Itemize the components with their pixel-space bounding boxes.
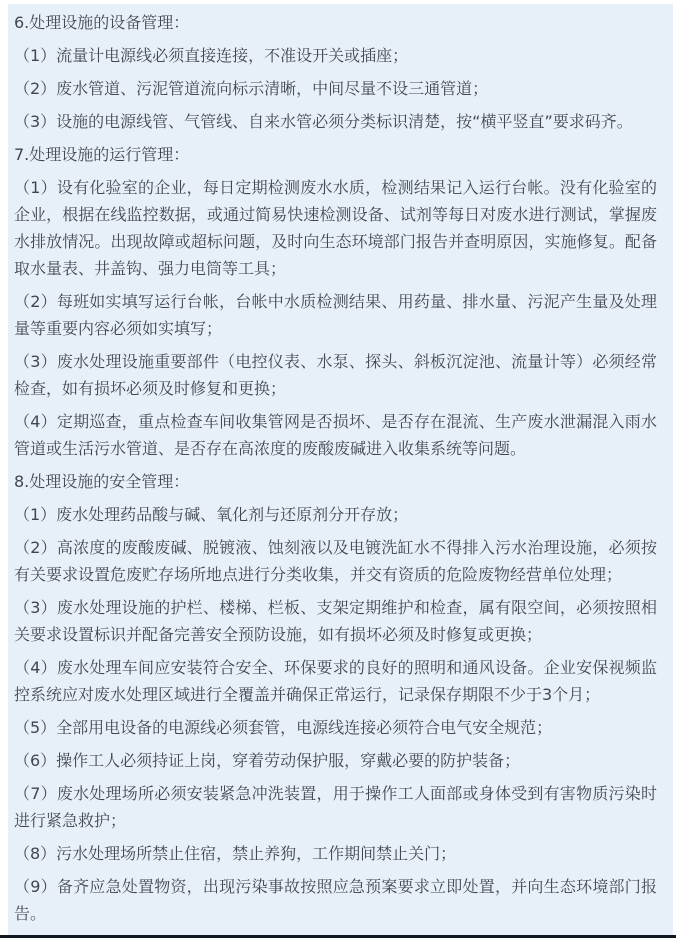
list-item: （2）高浓度的废酸废碱、脱镀液、蚀刻液以及电镀洗缸水不得排入污水治理设施，必须按有关要求设置危废贮存场所地点进行分类收集，并交有资质的危险废物经营单位处理； (14, 538, 657, 584)
section-operation-management (14, 141, 657, 462)
document-content (8, 4, 673, 935)
list-item: （7）废水处理场所必须安装紧急冲洗装置，用于操作工人面部或身体受到有害物质污染时进行紧急救护； (14, 784, 657, 830)
list-item: （5）全部用电设备的电源线必须套管，电源线连接必须符合电气安全规范； (14, 718, 553, 737)
list-item: （2）废水管道、污泥管道流向标示清晰，中间尽量不设三通管道； (14, 79, 489, 98)
section-heading: 8.处理设施的安全管理： (14, 472, 190, 491)
list-item: （1）流量计电源线必须直接连接，不准设开关或插座； (14, 46, 409, 65)
list-item: （3）废水处理设施的护栏、楼梯、栏板、支架定期维护和检查，属有限空间，必须按照相关要求设置标识并配备完善安全预防设施，如有损坏必须及时修复或更换； (14, 598, 657, 644)
list-item: （8）污水处理场所禁止住宿，禁止养狗，工作期间禁止关门； (14, 844, 457, 863)
section-heading: 6.处理设施的设备管理： (14, 13, 190, 32)
list-item: （4）废水处理车间应安装符合安全、环保要求的良好的照明和通风设备。企业安保视频监控系统应对废水处理区域进行全覆盖并确保正常运行，记录保存期限不少于3个月； (14, 658, 657, 704)
list-item: （3）废水处理设施重要部件（电控仪表、水泵、探头、斜板沉淀池、流量计等）必须经常检查，如有损坏必须及时修复和更换； (14, 352, 657, 398)
list-item: （4）定期巡查，重点检查车间收集管网是否损坏、是否存在混流、生产废水泄漏混入雨水管道或生活污水管道、是否存在高浓度的废酸废碱进入收集系统等问题。 (14, 412, 657, 458)
list-item: （2）每班如实填写运行台帐，台帐中水质检测结果、用药量、排水量、污泥产生量及处理量等重要内容必须如实填写； (14, 292, 657, 338)
section-equipment-management (14, 9, 657, 135)
bottom-border-rule (0, 935, 676, 938)
list-item: （6）操作工人必须持证上岗，穿着劳动保护服，穿戴必要的防护装备； (14, 751, 521, 770)
list-item: （3）设施的电源线管、气管线、自来水管必须分类标识清楚，按“横平竖直”要求码齐。 (14, 112, 633, 131)
list-item: （9）备齐应急处置物资，出现污染事故按照应急预案要求立即处置，并向生态环境部门报告。 (14, 877, 657, 923)
section-heading: 7.处理设施的运行管理： (14, 145, 190, 164)
list-item: （1）设有化验室的企业，每日定期检测废水水质，检测结果记入运行台帐。没有化验室的企业，根据在线监控数据，或通过简易快速检测设备、试剂等每日对废水进行测试，掌握废水排放情况。出现故障或超标问题，及时向生态环境部门报告并查明原因，实施修复。配备取水量表、井盖钩、强力电筒等工具； (14, 178, 657, 278)
list-item: （1）废水处理药品酸与碱、氧化剂与还原剂分开存放； (14, 505, 409, 524)
section-safety-management (14, 468, 657, 927)
